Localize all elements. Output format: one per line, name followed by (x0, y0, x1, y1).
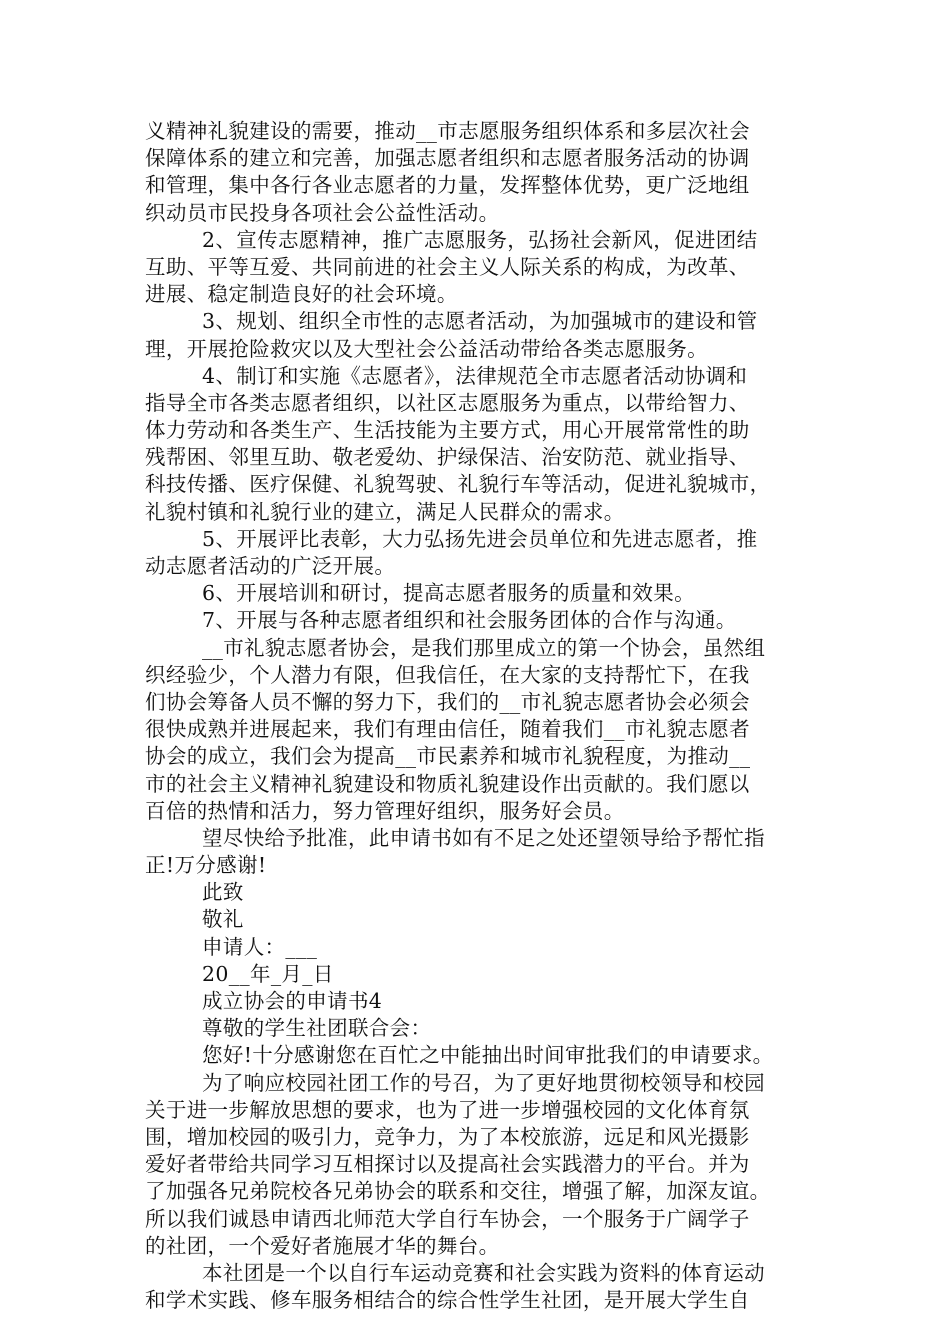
document-line: 正!万分感谢! (145, 853, 267, 878)
document-line: 礼貌村镇和礼貌行业的建立，满足人民群众的需求。 (145, 499, 625, 524)
document-line: 爱好者带给共同学习互相探讨以及提高社会实践潜力的平台。并为 (145, 1152, 750, 1177)
document-line: 围，增加校园的吸引力，竞争力，为了本校旅游，远足和风光摄影 (145, 1124, 750, 1149)
document-line: 关于进一步解放思想的要求，也为了进一步增强校园的文化体育氛 (145, 1097, 750, 1122)
document-line: 织经验少，个人潜力有限，但我信任，在大家的支持帮忙下，在我 (145, 662, 750, 687)
document-line: 百倍的热情和活力，努力管理好组织，服务好会员。 (145, 798, 625, 823)
document-line: 尊敬的学生社团联合会： (202, 1016, 432, 1041)
document-line: 此致 (202, 880, 244, 905)
document-line: 进展、稳定制造良好的社会环境。 (145, 282, 458, 307)
document-line: 4、制订和实施《志愿者》，法律规范全市志愿者活动协调和 (202, 363, 748, 388)
document-line: 您好!十分感谢您在百忙之中能抽出时间审批我们的申请要求。 (202, 1043, 774, 1068)
document-line: 残帮困、邻里互助、敬老爱幼、护绿保洁、治安防范、就业指导、 (145, 445, 750, 470)
document-line: 们协会筹备人员不懈的努力下，我们的__市礼貌志愿者协会必须会 (145, 689, 750, 714)
document-line: 动志愿者活动的广泛开展。 (145, 554, 396, 578)
document-line: 织动员市民投身各项社会公益性活动。 (145, 200, 500, 225)
document-line: 体力劳动和各类生产、生活技能为主要方式，用心开展常常性的助 (145, 418, 750, 443)
document-line: 市的社会主义精神礼貌建设和物质礼貌建设作出贡献的。我们愿以 (145, 771, 750, 796)
document-line: 和管理，集中各行各业志愿者的力量，发挥整体优势，更广泛地组 (145, 173, 750, 198)
document-line: 所以我们诚恳申请西北师范大学自行车协会，一个服务于广阔学子 (145, 1206, 750, 1231)
document-line: 的社团，一个爱好者施展才华的舞台。 (145, 1233, 500, 1258)
document-line: 为了响应校园社团工作的号召，为了更好地贯彻校领导和校园 (202, 1070, 765, 1095)
document-line: 成立协会的申请书4 (202, 989, 383, 1013)
document-line: 5、开展评比表彰，大力弘扬先进会员单位和先进志愿者，推 (202, 526, 758, 551)
document-line: 协会的成立，我们会为提高__市民素养和城市礼貌程度，为推动__ (145, 744, 751, 769)
document-line: 了加强各兄弟院校各兄弟协会的联系和交往，增强了解，加深友谊。 (145, 1179, 771, 1204)
document-line: 3、规划、组织全市性的志愿者活动，为加强城市的建设和管 (202, 309, 758, 334)
document-line: 互助、平等互爱、共同前进的社会主义人际关系的构成，为改革、 (145, 254, 750, 279)
document-line: 很快成熟并进展起来，我们有理由信任，随着我们__市礼貌志愿者 (145, 717, 750, 742)
document-line: 7、开展与各种志愿者组织和社会服务团体的合作与沟通。 (202, 608, 737, 633)
document-line: 望尽快给予批准，此申请书如有不足之处还望领导给予帮忙指 (202, 825, 765, 850)
document-line: 科技传播、医疗保健、礼貌驾驶、礼貌行车等活动，促进礼貌城市， (145, 472, 771, 497)
document-line: 申请人：___ (202, 934, 318, 959)
document-line: 指导全市各类志愿者组织，以社区志愿服务为重点，以带给智力、 (145, 390, 750, 415)
document-line: 20__年_月_日 (202, 961, 334, 986)
document-line: 和学术实践、修车服务相结合的综合性学生社团，是开展大学生自 (145, 1288, 750, 1313)
document-line: 理，开展抢险救灾以及大型社会公益活动带给各类志愿服务。 (145, 336, 708, 361)
document-line: 义精神礼貌建设的需要，推动__市志愿服务组织体系和多层次社会 (145, 119, 750, 143)
document-line: 6、开展培训和研讨，提高志愿者服务的质量和效果。 (202, 581, 695, 606)
document-line: 2、宣传志愿精神，推广志愿服务，弘扬社会新风，促进团结 (202, 227, 758, 252)
document-line: 敬礼 (202, 907, 244, 932)
document-line: 本社团是一个以自行车运动竞赛和社会实践为资料的体育运动 (202, 1260, 765, 1285)
document-body-text (145, 118, 825, 1314)
document-line: __市礼貌志愿者协会，是我们那里成立的第一个协会，虽然组 (202, 635, 766, 660)
document-line: 保障体系的建立和完善，加强志愿者组织和志愿者服务活动的协调 (145, 146, 750, 171)
